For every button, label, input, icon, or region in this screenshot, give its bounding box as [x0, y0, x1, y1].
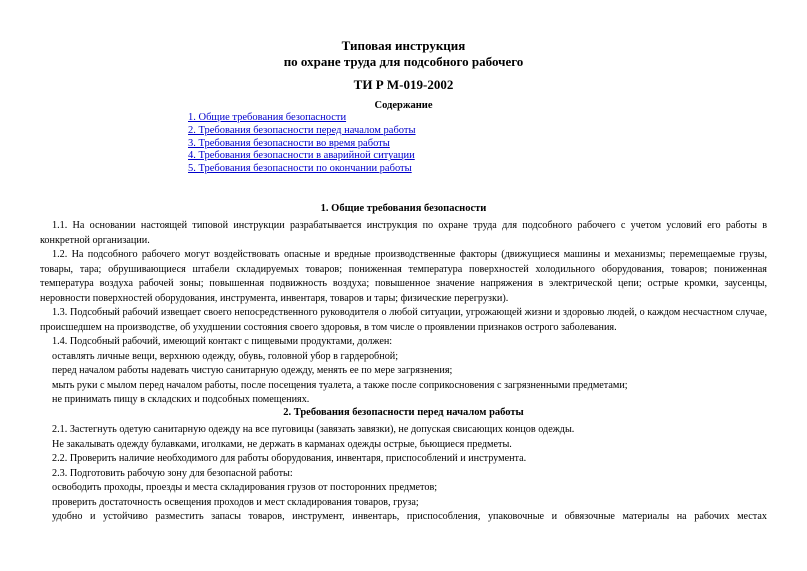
- paragraph-2-1: 2.1. Застегнуть одетую санитарную одежду на все пуговицы (завязать завязки), не допуская свисающих концов одежды.: [52, 424, 575, 435]
- list-item: удобно и устойчиво разместить запасы товаров, инструмент, инвентарь, приспособления, упаковочные и обвязочные материалы на рабочих местах: [52, 511, 767, 522]
- list-item: проверить достаточность освещения проходов и мест складирования товаров, груза;: [52, 496, 419, 508]
- document-title-line2: по охране труда для подсобного рабочего: [283, 54, 524, 69]
- paragraph-1-4: 1.4. Подсобный рабочий, имеющий контакт с пищевыми продуктами, должен:: [52, 336, 393, 347]
- section-2: [40, 406, 767, 525]
- list-item: перед началом работы надевать чистую санитарную одежду, менять ее по мере загрязнения;: [52, 365, 453, 376]
- paragraph-2-3: 2.3. Подготовить рабочую зону для безопасной работы:: [52, 467, 293, 479]
- section-2-heading: 2. Требования безопасности перед началом работы: [283, 407, 524, 418]
- list-item: оставлять личные вещи, верхнюю одежду, обувь, головной убор в гардеробной;: [52, 350, 399, 362]
- list-item: не принимать пищу в складских и подсобных помещениях.: [52, 394, 310, 405]
- document-title-line1: Типовая инструкция: [341, 38, 466, 53]
- paragraph-1-1: 1.1. На основании настоящей типовой инструкции разрабатывается инструкция по охране труда для подсобного рабочего с учетом условий его работы в конкретной организации.: [40, 220, 767, 246]
- document-page: [40, 0, 767, 522]
- paragraph-2-2: 2.2. Проверить наличие необходимого для работы оборудования, инвентаря, приспособлений и инструмента.: [52, 453, 527, 464]
- toc-link-section-3[interactable]: 3. Требования безопасности во время работы: [188, 137, 390, 149]
- list-item: освободить проходы, проезды и места складирования грузов от посторонних предметов;: [52, 482, 438, 493]
- toc-link-section-2[interactable]: 2. Требования безопасности перед началом работы: [188, 124, 416, 136]
- list-item: мыть руки с мылом перед началом работы, после посещения туалета, а также после соприкосновения с загрязненными предметами;: [52, 379, 628, 391]
- section-1: [40, 202, 767, 408]
- document-code: ТИ Р М-019-2002: [353, 77, 454, 92]
- toc-link-section-5[interactable]: 5. Требования безопасности по окончании работы: [188, 163, 412, 175]
- section-1-heading: 1. Общие требования безопасности: [320, 203, 487, 214]
- toc-link-section-1[interactable]: 1. Общие требования безопасности: [188, 112, 347, 123]
- toc-link-section-4[interactable]: 4. Требования безопасности в аварийной ситуации: [188, 150, 415, 162]
- list-item: Не закалывать одежду булавками, иголками, не держать в карманах одежды острые, бьющиеся предметы.: [52, 438, 512, 450]
- paragraph-1-3: 1.3. Подсобный рабочий извещает своего непосредственного руководителя о любой ситуации, угрожающей жизни и здоровью людей, о каждом несчастном случае, происшедшем на производстве, об ухудшении состояния своего здоровья, в том числе о проявлении признаков острого заболевания.: [40, 307, 767, 333]
- paragraph-1-2: 1.2. На подсобного рабочего могут воздействовать опасные и вредные производственные факторы (движущиеся машины и механизмы; перемещаемые грузы, товары, тара; обрушивающиеся штабели складируемых товаров; пониженная температура поверхностей холодильного оборудования, товаров; пониженная температура воздуха рабочей зоны; повышенная подвижность воздуха; повышенное значение напряжения в электрической цепи; острые кромки, заусенцы, неровности поверхностей оборудования, инструмента, инвентаря, товаров и тары; физические перегрузки).: [40, 249, 767, 304]
- table-of-contents: [188, 112, 416, 176]
- contents-heading: Содержание: [374, 100, 433, 111]
